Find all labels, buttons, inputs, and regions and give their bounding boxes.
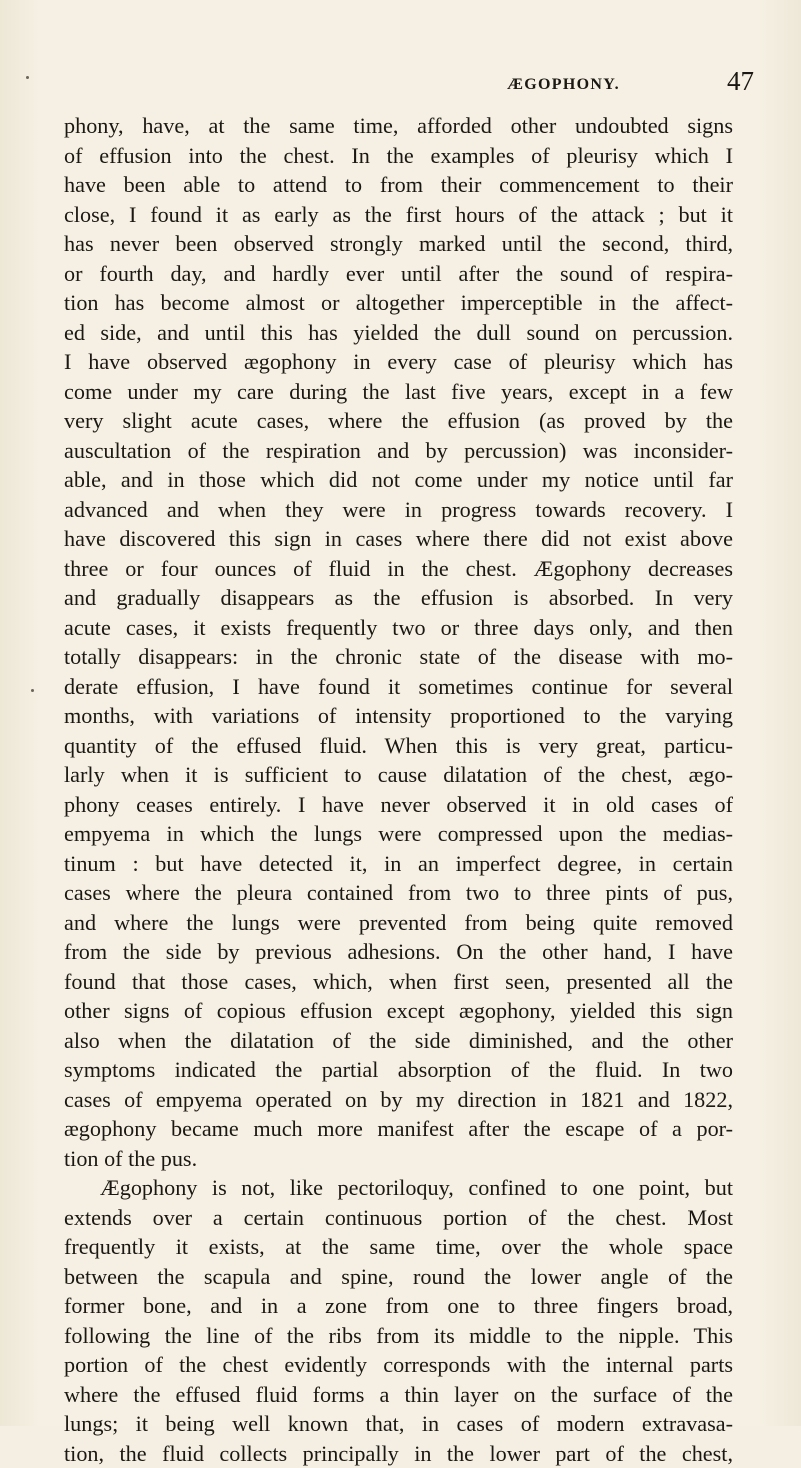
text-line: very slight acute cases, where the effusion (as proved by the — [64, 406, 733, 436]
margin-speck — [31, 689, 34, 692]
text-line: extends over a certain continuous portion of the chest. Most — [64, 1203, 733, 1233]
text-line: acute cases, it exists frequently two or three days only, and then — [64, 613, 733, 643]
text-line: cases of empyema operated on by my direction in 1821 and 1822, — [64, 1085, 733, 1115]
body-text — [64, 111, 733, 1468]
margin-speck — [26, 76, 29, 79]
text-line: has never been observed strongly marked until the second, third, — [64, 229, 733, 259]
text-line: phony, have, at the same time, afforded other undoubted signs — [64, 111, 733, 141]
text-line: found that those cases, which, when first seen, presented all the — [64, 967, 733, 997]
text-line: and gradually disappears as the effusion is absorbed. In very — [64, 583, 733, 613]
text-line: ed side, and until this has yielded the dull sound on percussion. — [64, 318, 733, 348]
paragraph-2 — [64, 1173, 733, 1468]
text-line: phony ceases entirely. I have never observed it in old cases of — [64, 790, 733, 820]
text-line: have discovered this sign in cases where there did not exist above — [64, 524, 733, 554]
text-line: also when the dilatation of the side diminished, and the other — [64, 1026, 733, 1056]
text-line: larly when it is sufficient to cause dilatation of the chest, ægo- — [64, 760, 733, 790]
text-line: and where the lungs were prevented from being quite removed — [64, 908, 733, 938]
text-line: three or four ounces of fluid in the chest. Ægophony decreases — [64, 554, 733, 584]
text-line: other signs of copious effusion except ægophony, yielded this sign — [64, 996, 733, 1026]
text-line: of effusion into the chest. In the examples of pleurisy which I — [64, 141, 733, 171]
text-line: cases where the pleura contained from two to three pints of pus, — [64, 878, 733, 908]
text-line: former bone, and in a zone from one to three fingers broad, — [64, 1291, 733, 1321]
text-line: I have observed ægophony in every case of pleurisy which has — [64, 347, 733, 377]
text-line: tion has become almost or altogether imperceptible in the affect- — [64, 288, 733, 318]
text-line: quantity of the effused fluid. When this is very great, particu- — [64, 731, 733, 761]
text-line: where the effused fluid forms a thin layer on the surface of the — [64, 1380, 733, 1410]
text-line: symptoms indicated the partial absorption of the fluid. In two — [64, 1055, 733, 1085]
text-line: lungs; it being well known that, in cases of modern extravasa- — [64, 1409, 733, 1439]
text-line: Ægophony is not, like pectoriloquy, confined to one point, but — [64, 1173, 733, 1203]
text-line: months, with variations of intensity proportioned to the varying — [64, 701, 733, 731]
text-line: following the line of the ribs from its middle to the nipple. This — [64, 1321, 733, 1351]
text-line: totally disappears: in the chronic state of the disease with mo- — [64, 642, 733, 672]
text-line: or fourth day, and hardly ever until after the sound of respira- — [64, 259, 733, 289]
text-line: come under my care during the last five years, except in a few — [64, 377, 733, 407]
text-line: able, and in those which did not come under my notice until far — [64, 465, 733, 495]
text-line: ægophony became much more manifest after the escape of a por- — [64, 1114, 733, 1144]
text-line: tion, the fluid collects principally in the lower part of the chest, — [64, 1439, 733, 1468]
text-line: frequently it exists, at the same time, over the whole space — [64, 1232, 733, 1262]
text-line: between the scapula and spine, round the lower angle of the — [64, 1262, 733, 1292]
page-header — [0, 64, 801, 94]
text-line: have been able to attend to from their commencement to their — [64, 170, 733, 200]
text-line: auscultation of the respiration and by percussion) was inconsider- — [64, 436, 733, 466]
text-line: derate effusion, I have found it sometimes continue for several — [64, 672, 733, 702]
text-line: tion of the pus. — [64, 1144, 733, 1174]
text-line: tinum : but have detected it, in an imperfect degree, in certain — [64, 849, 733, 879]
text-line: empyema in which the lungs were compressed upon the medias- — [64, 819, 733, 849]
paragraph-1 — [64, 111, 733, 1173]
text-line: advanced and when they were in progress towards recovery. I — [64, 495, 733, 525]
text-line: portion of the chest evidently corresponds with the internal parts — [64, 1350, 733, 1380]
text-line: from the side by previous adhesions. On the other hand, I have — [64, 937, 733, 967]
running-title: ÆGOPHONY. — [507, 76, 620, 94]
text-line: close, I found it as early as the first hours of the attack ; but it — [64, 200, 733, 230]
page-number: 47 — [727, 66, 754, 97]
